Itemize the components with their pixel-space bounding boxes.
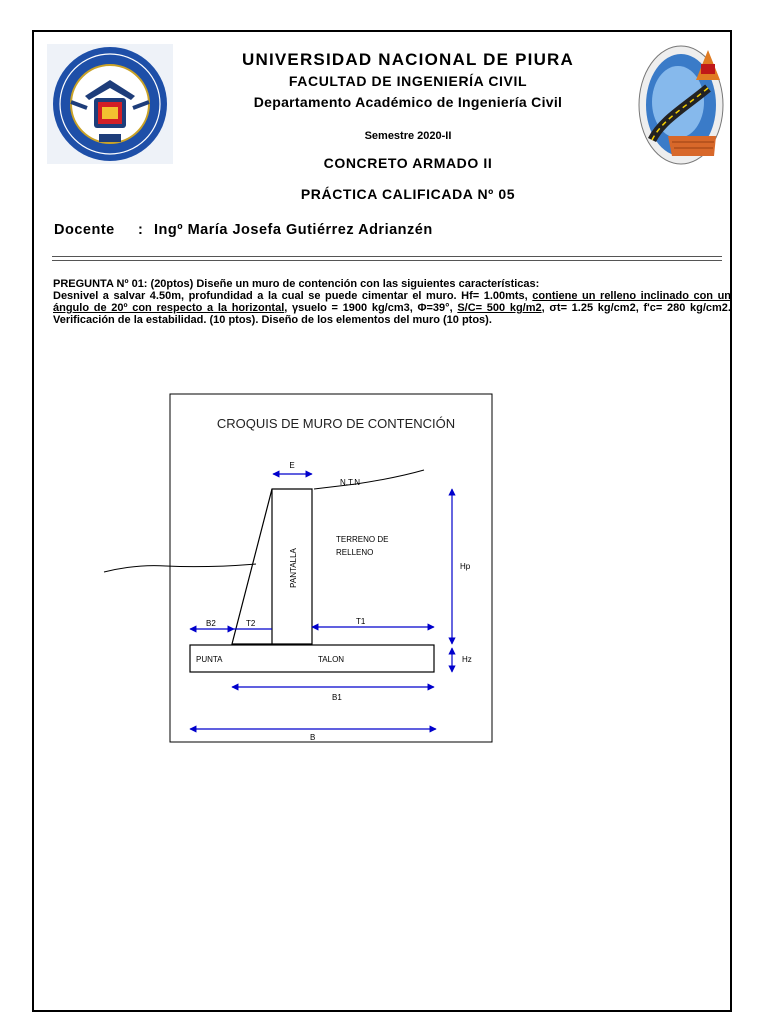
label-e: E	[289, 461, 295, 470]
semester-label: Semestre 2020-II	[364, 130, 452, 142]
teacher-separator: :	[138, 222, 144, 238]
label-ntn: N.T.N	[340, 478, 360, 487]
teacher-label: Docente	[54, 222, 115, 238]
question-body	[53, 290, 731, 326]
sketch-title: CROQUIS DE MURO DE CONTENCIÓN	[216, 416, 456, 431]
label-fill-2: RELLENO	[336, 548, 374, 557]
label-b1: B1	[332, 693, 342, 702]
header-divider-top	[52, 256, 722, 257]
question-part: , γsuelo = 1900 kg/cm3, Φ=39°,	[284, 302, 458, 314]
label-hz: Hz	[462, 655, 472, 664]
department-name: Departamento Académico de Ingeniería Civil	[253, 94, 563, 110]
label-fill: TERRENO DE	[336, 535, 389, 544]
label-b2: B2	[206, 619, 216, 628]
faculty-emblem-logo	[638, 44, 724, 166]
label-t1: T1	[356, 617, 366, 626]
label-hp: Hp	[460, 562, 471, 571]
retaining-wall-sketch	[96, 392, 502, 744]
university-seal-logo	[47, 44, 173, 164]
question-underlined-surcharge: S/C= 500 kg/m2	[457, 302, 542, 314]
faculty-name: FACULTAD DE INGENIERÍA CIVIL	[288, 73, 528, 89]
label-stem: PANTALLA	[289, 548, 298, 588]
question-heading: PREGUNTA Nº 01: (20ptos) Diseñe un muro de contención con las siguientes características:	[53, 278, 540, 290]
teacher-row	[54, 222, 433, 238]
label-b: B	[310, 733, 316, 742]
question-part: , σt= 1.25 kg/cm2, f'c= 280 kg/cm2. Verificación de la estabilidad. (10 ptos). Diseño de los elementos del muro (10 ptos).	[53, 302, 731, 326]
teacher-name: Ingº María Josefa Gutiérrez Adrianzén	[154, 222, 433, 238]
practice-title: PRÁCTICA CALIFICADA Nº 05	[300, 186, 516, 202]
university-name: UNIVERSIDAD NACIONAL DE PIURA	[241, 50, 574, 69]
label-heel: TALON	[318, 655, 345, 664]
sketch-frame	[170, 394, 492, 742]
label-t2: T2	[246, 619, 256, 628]
course-title: CONCRETO ARMADO II	[323, 155, 493, 171]
question-text	[53, 278, 731, 326]
question-underlined-fill: contiene un relleno inclinado con un ángulo de 20º con respecto a la horizontal	[53, 290, 732, 314]
label-toe: PUNTA	[196, 655, 223, 664]
header-divider-bottom	[52, 260, 722, 261]
question-part: Desnivel a salvar 4.50m, profundidad a la cual se puede cimentar el muro. Hf= 1.00mts,	[53, 290, 533, 302]
